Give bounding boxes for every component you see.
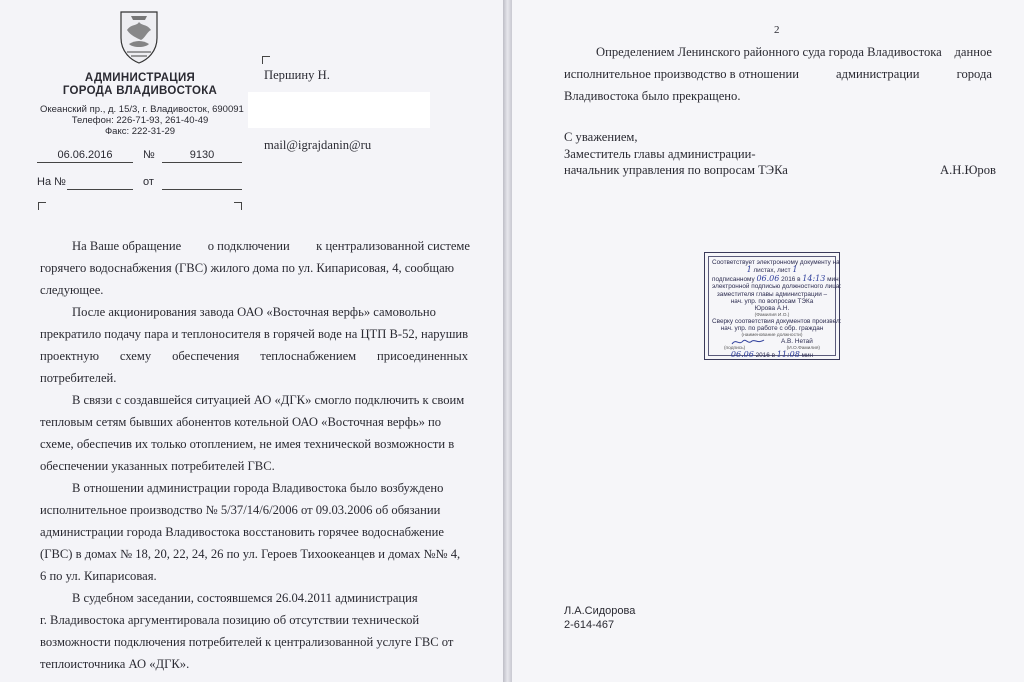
body-line: (ГВС) в домах № 18, 20, 22, 24, 26 по ул. Героев Тихоокеанцев и домах №№ 4,: [40, 547, 461, 561]
stamp-caption: (наименование должности): [741, 332, 803, 338]
corner-mark: [38, 202, 46, 210]
stamp-line: 1 листах, лист 1: [746, 265, 798, 275]
stamp-handwritten-time: 14:13: [802, 273, 826, 283]
stamp-line: Соответствует электронному документу на: [712, 259, 840, 266]
regards: С уважением,: [564, 130, 638, 144]
body-line: теплоисточника АО «ДГК».: [40, 657, 190, 671]
stamp-line: Сверку соответствия документов произвел:: [712, 317, 842, 325]
org-name-line1: АДМИНИСТРАЦИЯ: [84, 72, 196, 84]
body-line: г. Владивостока аргументировала позицию об отсутствии технической: [40, 613, 420, 627]
page2-body: [564, 42, 992, 112]
letter-date-value: 06.06.2016: [57, 149, 113, 161]
signature-scribble-icon: [731, 338, 765, 346]
signatory-title-line1: Заместитель главы администрации-: [564, 147, 756, 161]
body-line: Владивостока было прекращено.: [564, 89, 741, 103]
body-line: 6 по ул. Кипарисовая.: [40, 569, 157, 583]
stamp-line: [712, 338, 832, 346]
recipient-email: mail@igrajdanin@ru: [264, 138, 372, 152]
org-fax: Факс: 222-31-29: [104, 126, 176, 137]
stamp-line: нач. упр. по работе с обр. граждан: [720, 325, 824, 333]
body-line: В связи с создавшейся ситуацией АО «ДГК» смогло подключить к своим: [72, 393, 465, 407]
body-line: обеспечении указанных потребителей ГВС.: [40, 459, 275, 473]
stamp-handwritten-sheets: 1: [746, 265, 752, 275]
letter-body: [40, 236, 470, 671]
stamp-handwritten-verify-time: 11:08: [776, 349, 800, 359]
body-line: исполнительное производство в отношении администрации города: [564, 67, 992, 81]
page-number: 2: [774, 24, 780, 36]
body-line: схеме, обеспечив их только отоплением, не имея технической возможности в: [40, 437, 455, 451]
stamp-handwritten-sheet: 1: [792, 265, 798, 275]
body-line: администрации города Владивостока восстановить горячее водоснабжение: [40, 525, 444, 539]
body-line: потребителей.: [40, 371, 117, 385]
signatory-name: А.Н.Юров: [940, 163, 996, 177]
reference-number-label: На №: [37, 176, 66, 188]
e-signature-stamp: [704, 252, 840, 360]
stamp-line: заместителя главы администрации –: [716, 290, 828, 298]
body-line: В судебном заседании, состоявшемся 26.04.2011 администрация: [72, 591, 418, 605]
stamp-line: электронной подписью должностного лица:: [712, 283, 842, 291]
org-address: Океанский пр., д. 15/3, г. Владивосток, 690091: [40, 104, 244, 115]
page-gutter: [503, 0, 512, 682]
letter-number: [162, 148, 242, 163]
letter-number-value: 9130: [189, 149, 215, 161]
corner-mark: [262, 56, 270, 64]
stamp-verifier-name: А.В. Нетай: [780, 338, 813, 346]
body-line: горячего водоснабжения (ГВС) жилого дома по ул. Кипарисовая, 4, сообщаю: [40, 261, 455, 275]
reference-from-label: от: [143, 176, 154, 188]
stamp-line: нач. упр. по вопросам ТЭКа: [730, 298, 814, 306]
letter-page-1: [0, 0, 503, 682]
corner-mark: [234, 202, 242, 210]
org-name-line2: ГОРОДА ВЛАДИВОСТОКА: [62, 85, 218, 97]
body-line: тепловым сетям бывших абонентов котельной ОАО «Восточная верфь» по: [40, 415, 442, 429]
redacted-address-block: [248, 92, 430, 128]
body-line: На Ваше обращение о подключении к централизованной системе: [72, 239, 470, 253]
executor-name: Л.А.Сидорова: [564, 605, 636, 617]
stamp-caption: (Фамилия И.О.): [754, 312, 790, 318]
stamp-caption: (подпись) (И.О.Фамилия): [723, 345, 821, 351]
stamp-line: 06.06 2016 в 11:08 мин: [730, 349, 814, 359]
executor-phone: 2-614-467: [564, 619, 615, 631]
body-line: В отношении администрации города Владивостока было возбуждено: [72, 481, 444, 495]
body-line: После акционирования завода ОАО «Восточная верфь» самовольно: [72, 305, 436, 319]
body-line: возможности подключения потребителей к централизованной услуге ГВС от: [40, 635, 454, 649]
body-line: следующее.: [40, 283, 104, 297]
recipient-name: Першину Н.: [264, 68, 330, 82]
body-line: Определением Ленинского районного суда города Владивостока данное: [596, 45, 992, 59]
stamp-line: подписанному 06.06 2016 в 14:13 мин.: [712, 273, 841, 283]
org-phone: Телефон: 226-71-93, 261-40-49: [71, 115, 209, 126]
body-line: исполнительное производство № 5/37/14/6/2006 от 09.03.2006 об обязании: [40, 503, 441, 517]
signatory-title-line2: начальник управления по вопросам ТЭКа: [564, 163, 788, 177]
reference-number-blank: [67, 175, 133, 190]
coat-of-arms-icon: [117, 8, 161, 64]
stamp-handwritten-date: 06.06: [756, 273, 780, 283]
reference-date-blank: [162, 175, 242, 190]
stamp-handwritten-verify-date: 06.06: [730, 349, 754, 359]
stamp-line: Юрова А.Н.: [754, 305, 790, 313]
letter-number-label: №: [143, 149, 155, 161]
body-line: проектную схему обеспечения теплоснабжением присоединенных: [40, 349, 468, 363]
body-line: прекратило подачу пара и теплоносителя в горячей воде на ЦТП В-52, нарушив: [40, 327, 469, 341]
letter-date: [37, 148, 133, 163]
